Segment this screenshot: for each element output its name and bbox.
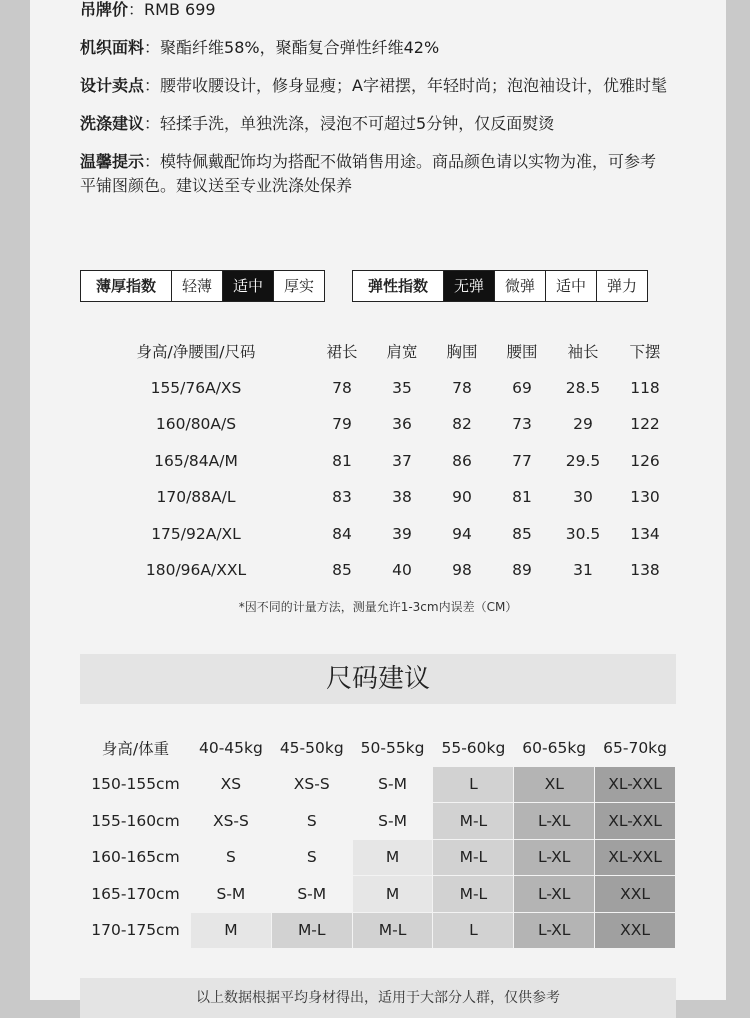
size-cell: 79 bbox=[332, 415, 352, 434]
size-cell: 126 bbox=[630, 451, 660, 470]
rec-height-cell: 155-160cm bbox=[81, 803, 191, 840]
bottom-disclaimer: 以上数据根据平均身材得出，适用于大部分人群，仅供参考 bbox=[80, 978, 676, 1018]
rec-height-cell: 165-170cm bbox=[81, 876, 191, 913]
scale-option: 适中 bbox=[545, 271, 596, 301]
size-cell: 37 bbox=[392, 451, 412, 470]
info-value: 模特佩戴配饰均为搭配不做销售用途。商品颜色请以实物为准，可参考平铺图颜色。建议送至专业洗涤处保养 bbox=[80, 152, 657, 195]
rec-size-cell: M-L bbox=[433, 876, 514, 913]
size-recommendation-table bbox=[80, 729, 676, 949]
rec-size-cell: XS-S bbox=[271, 766, 352, 803]
table-row bbox=[80, 443, 676, 480]
rec-size-cell: L-XL bbox=[514, 876, 595, 913]
rec-size-cell: M-L bbox=[433, 803, 514, 840]
rec-height-cell: 160-165cm bbox=[81, 839, 191, 876]
size-cell: 165/84A/M bbox=[154, 451, 238, 470]
info-row bbox=[80, 0, 670, 22]
size-cell: 38 bbox=[392, 488, 412, 507]
size-cell: 39 bbox=[392, 524, 412, 543]
info-value: RMB 699 bbox=[144, 0, 216, 19]
size-cell: 77 bbox=[512, 451, 532, 470]
rec-size-cell: M bbox=[352, 876, 433, 913]
rec-height-cell: 170-175cm bbox=[81, 912, 191, 949]
size-header-cell: 身高/净腰围/尺码 bbox=[136, 343, 256, 362]
size-header-cell: 肩宽 bbox=[386, 343, 418, 362]
rec-size-cell: M bbox=[191, 912, 272, 949]
rec-size-cell: XXL bbox=[595, 912, 676, 949]
size-cell: 122 bbox=[630, 415, 660, 434]
size-cell: 36 bbox=[392, 415, 412, 434]
size-header-cell: 胸围 bbox=[446, 343, 478, 362]
info-key: 设计卖点 bbox=[80, 76, 145, 95]
info-row bbox=[80, 74, 670, 98]
scale-option: 适中 bbox=[222, 271, 273, 301]
rec-size-cell: M bbox=[352, 839, 433, 876]
size-chart-table bbox=[80, 333, 676, 589]
size-cell: 81 bbox=[332, 451, 352, 470]
rec-size-cell: XL-XXL bbox=[595, 766, 676, 803]
size-cell: 160/80A/S bbox=[155, 415, 237, 434]
rec-size-cell: L-XL bbox=[514, 803, 595, 840]
rec-header-cell: 50-55kg bbox=[352, 730, 433, 767]
size-cell: 40 bbox=[392, 561, 412, 580]
rec-size-cell: XS-S bbox=[191, 803, 272, 840]
info-row bbox=[80, 112, 670, 136]
info-sep: ： bbox=[144, 38, 161, 57]
thickness-index bbox=[80, 270, 325, 302]
info-value: 腰带收腰设计，修身显瘦；A字裙摆，年轻时尚；泡泡袖设计，优雅时髦 bbox=[160, 76, 667, 95]
rec-header-cell: 55-60kg bbox=[433, 730, 514, 767]
size-cell: 78 bbox=[332, 378, 352, 397]
size-cell: 130 bbox=[630, 488, 660, 507]
size-cell: 180/96A/XXL bbox=[145, 561, 247, 580]
measure-note: *因不同的计量方法，测量允许1-3cm内误差（CM） bbox=[238, 600, 518, 614]
size-header-row bbox=[80, 333, 676, 370]
rec-size-cell: M-L bbox=[352, 912, 433, 949]
info-sep: ： bbox=[128, 0, 145, 19]
info-value: 轻揉手洗，单独洗涤，浸泡不可超过5分钟，仅反面熨烫 bbox=[160, 114, 555, 133]
rec-header-cell: 40-45kg bbox=[191, 730, 272, 767]
table-row bbox=[80, 370, 676, 407]
rec-header-cell: 65-70kg bbox=[595, 730, 676, 767]
table-row bbox=[80, 479, 676, 516]
info-value: 聚酯纤维58%，聚酯复合弹性纤维42% bbox=[160, 38, 440, 57]
size-cell: 31 bbox=[573, 561, 593, 580]
info-key: 吊牌价 bbox=[80, 0, 129, 19]
size-cell: 98 bbox=[452, 561, 472, 580]
size-cell: 134 bbox=[630, 524, 660, 543]
rec-header-cell: 45-50kg bbox=[271, 730, 352, 767]
rec-header-cell: 60-65kg bbox=[514, 730, 595, 767]
table-row bbox=[81, 839, 676, 876]
scale-option: 厚实 bbox=[273, 271, 324, 301]
rec-size-cell: S bbox=[271, 839, 352, 876]
product-info bbox=[80, 0, 670, 212]
info-key: 洗涤建议 bbox=[80, 114, 145, 133]
rec-size-cell: L-XL bbox=[514, 912, 595, 949]
rec-size-cell: XS bbox=[191, 766, 272, 803]
size-cell: 175/92A/XL bbox=[151, 524, 241, 543]
size-cell: 85 bbox=[332, 561, 352, 580]
rec-size-cell: L bbox=[433, 766, 514, 803]
table-row bbox=[80, 406, 676, 443]
table-row bbox=[81, 876, 676, 913]
rec-size-cell: XL-XXL bbox=[595, 839, 676, 876]
info-row bbox=[80, 36, 670, 60]
table-row bbox=[80, 552, 676, 589]
scale-option: 无弹 bbox=[443, 271, 494, 301]
rec-size-cell: M-L bbox=[433, 839, 514, 876]
size-cell: 170/88A/L bbox=[156, 488, 236, 507]
rec-size-cell: L bbox=[433, 912, 514, 949]
table-row bbox=[81, 766, 676, 803]
size-cell: 35 bbox=[392, 378, 412, 397]
scale-option: 弹力 bbox=[596, 271, 647, 301]
size-cell: 85 bbox=[512, 524, 532, 543]
size-cell: 83 bbox=[332, 488, 352, 507]
rec-height-cell: 150-155cm bbox=[81, 766, 191, 803]
rec-size-cell: S-M bbox=[352, 803, 433, 840]
rec-size-cell: L-XL bbox=[514, 839, 595, 876]
rec-size-cell: S-M bbox=[191, 876, 272, 913]
info-row bbox=[80, 150, 670, 198]
rec-size-cell: S-M bbox=[271, 876, 352, 913]
scale-label: 薄厚指数 bbox=[81, 271, 171, 301]
size-cell: 138 bbox=[630, 561, 660, 580]
size-cell: 84 bbox=[332, 524, 352, 543]
info-sep: ： bbox=[144, 114, 161, 133]
size-cell: 82 bbox=[452, 415, 472, 434]
size-cell: 155/76A/XS bbox=[150, 378, 242, 397]
size-cell: 30.5 bbox=[565, 524, 601, 543]
size-cell: 28.5 bbox=[565, 378, 601, 397]
rec-size-cell: XXL bbox=[595, 876, 676, 913]
size-cell: 81 bbox=[512, 488, 532, 507]
size-cell: 73 bbox=[512, 415, 532, 434]
rec-size-cell: XL-XXL bbox=[595, 803, 676, 840]
size-header-cell: 裙长 bbox=[326, 343, 358, 362]
rec-size-cell: S bbox=[271, 803, 352, 840]
size-cell: 69 bbox=[512, 378, 532, 397]
scale-label: 弹性指数 bbox=[353, 271, 443, 301]
info-key: 温馨提示 bbox=[80, 152, 145, 171]
rec-size-cell: M-L bbox=[271, 912, 352, 949]
size-cell: 29.5 bbox=[565, 451, 601, 470]
size-header-cell: 袖长 bbox=[567, 343, 599, 362]
size-cell: 30 bbox=[573, 488, 593, 507]
rec-size-cell: S bbox=[191, 839, 272, 876]
table-row bbox=[80, 516, 676, 553]
size-header-cell: 腰围 bbox=[506, 343, 538, 362]
product-detail-page bbox=[30, 0, 726, 1006]
size-cell: 118 bbox=[630, 378, 660, 397]
scale-option: 轻薄 bbox=[171, 271, 222, 301]
scale-option: 微弹 bbox=[494, 271, 545, 301]
elasticity-index bbox=[352, 270, 648, 302]
size-cell: 29 bbox=[573, 415, 593, 434]
rec-size-cell: XL bbox=[514, 766, 595, 803]
table-row bbox=[81, 803, 676, 840]
size-recommendation-title: 尺码建议 bbox=[80, 654, 676, 704]
size-header-cell: 下摆 bbox=[629, 343, 661, 362]
size-cell: 86 bbox=[452, 451, 472, 470]
info-key: 机织面料 bbox=[80, 38, 145, 57]
table-row bbox=[81, 912, 676, 949]
rec-header-row bbox=[81, 730, 676, 767]
info-sep: ： bbox=[144, 152, 161, 171]
info-sep: ： bbox=[144, 76, 161, 95]
rec-size-cell: S-M bbox=[352, 766, 433, 803]
size-cell: 90 bbox=[452, 488, 472, 507]
size-cell: 78 bbox=[452, 378, 472, 397]
size-cell: 89 bbox=[512, 561, 532, 580]
rec-header-cell: 身高/体重 bbox=[81, 730, 191, 767]
size-cell: 94 bbox=[452, 524, 472, 543]
